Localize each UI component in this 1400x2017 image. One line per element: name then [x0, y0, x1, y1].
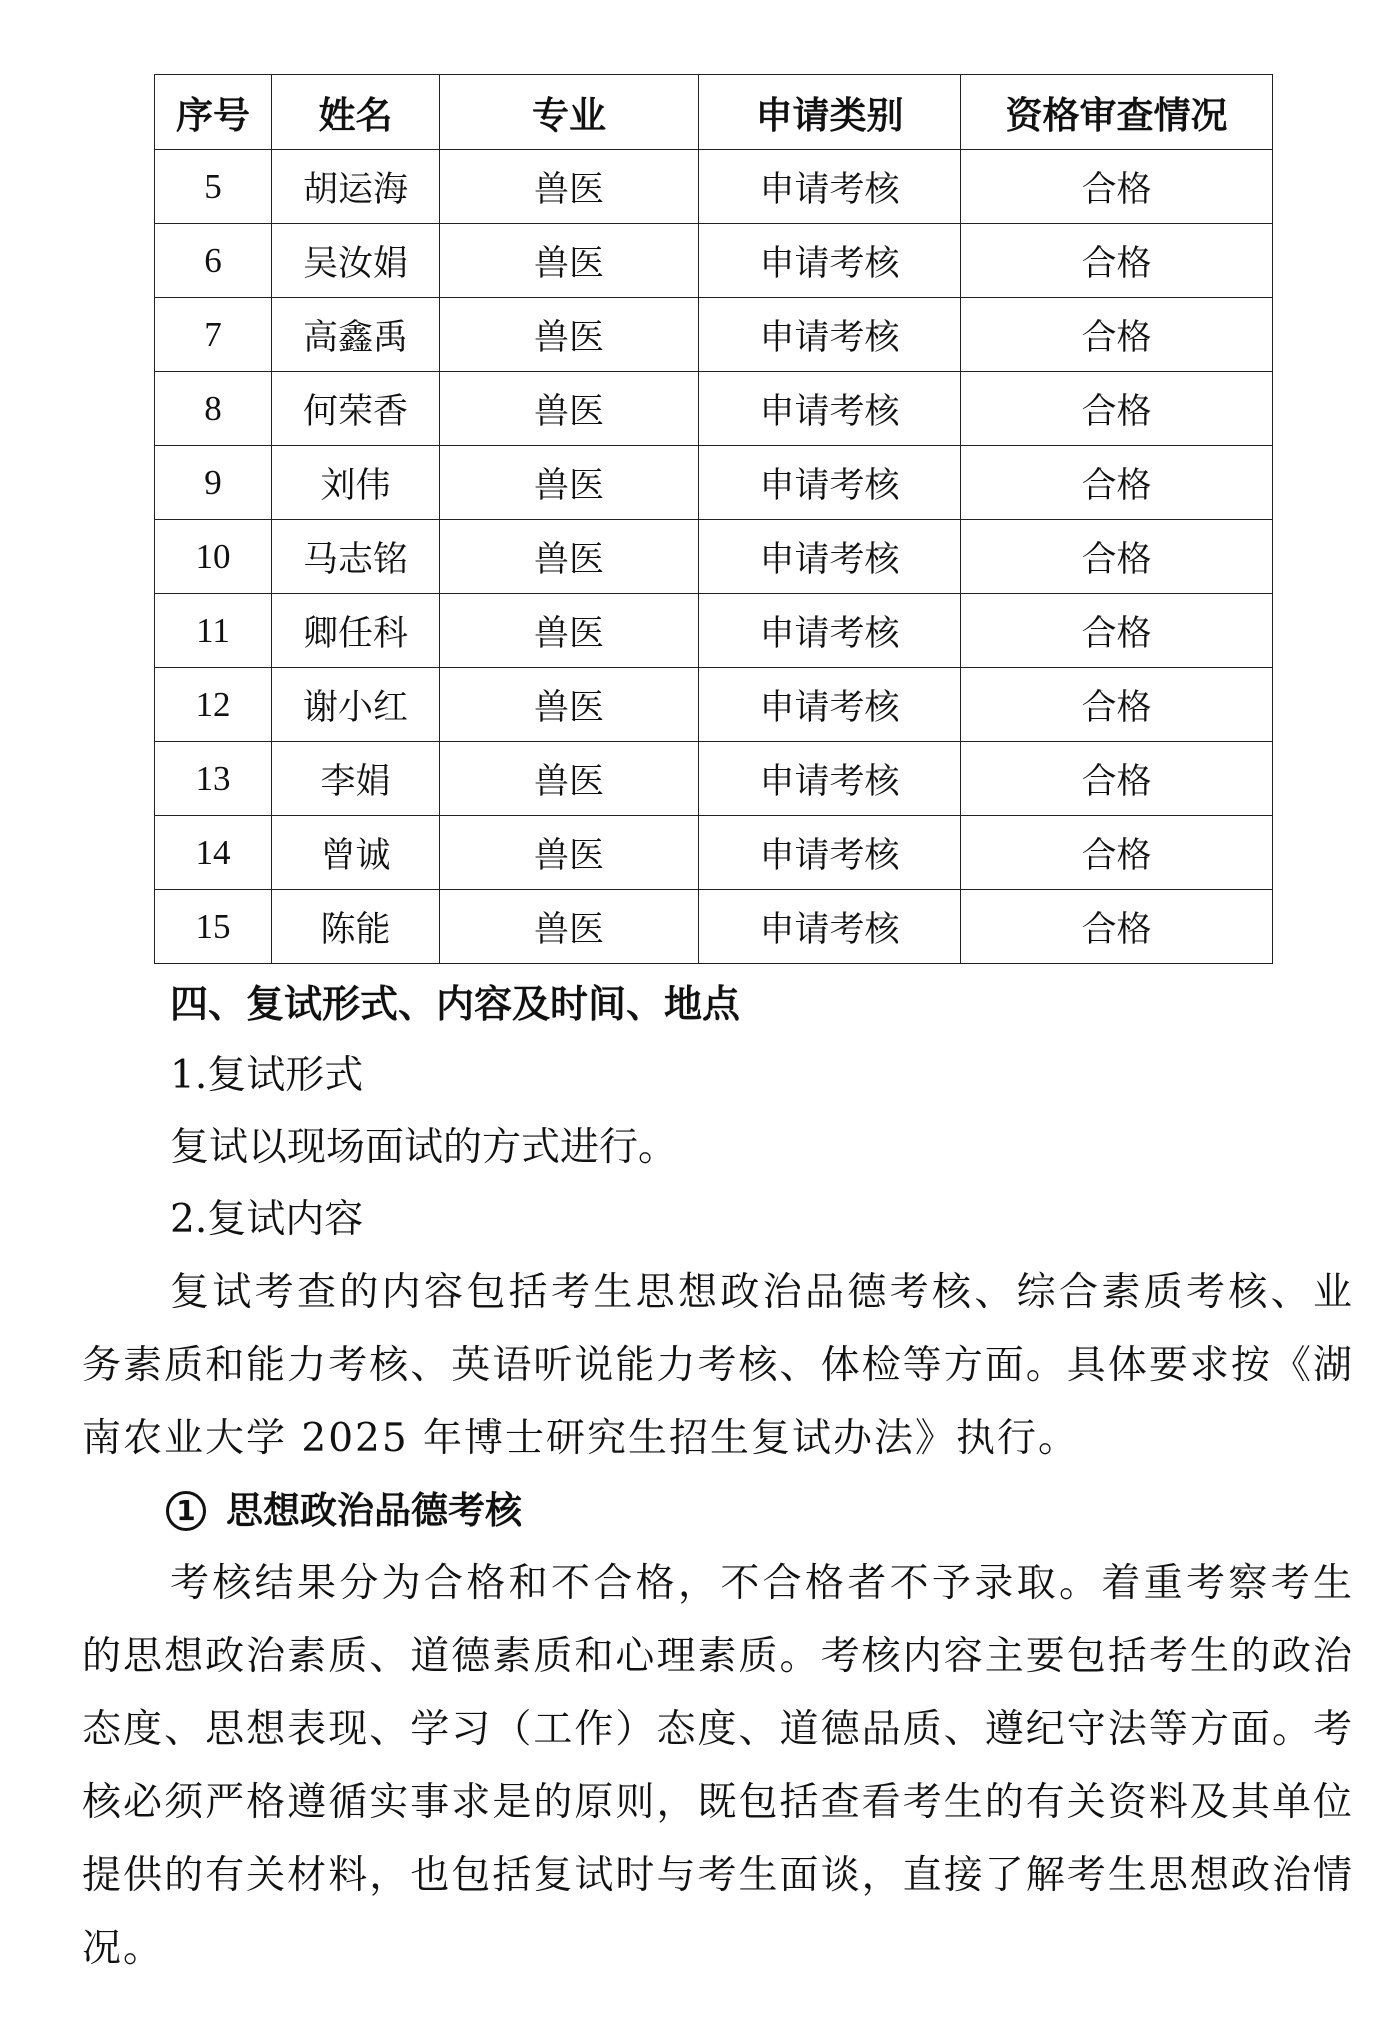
table-row — [155, 150, 1273, 224]
cell-index: 6 — [155, 224, 272, 298]
cell-category: 申请考核 — [699, 520, 961, 594]
cell-major: 兽医 — [440, 742, 699, 816]
cell-review-status: 合格 — [961, 520, 1273, 594]
cell-index: 14 — [155, 816, 272, 890]
cell-index: 8 — [155, 372, 272, 446]
cell-category: 申请考核 — [699, 372, 961, 446]
circled-number-marker: 1 — [166, 1491, 206, 1531]
subsection-title — [82, 1475, 1354, 1547]
cell-review-status: 合格 — [961, 816, 1273, 890]
cell-review-status: 合格 — [961, 890, 1273, 964]
table-row — [155, 742, 1273, 816]
cell-major: 兽医 — [440, 298, 699, 372]
cell-review-status: 合格 — [961, 446, 1273, 520]
cell-index: 5 — [155, 150, 272, 224]
cell-name: 何荣香 — [272, 372, 440, 446]
cell-major: 兽医 — [440, 446, 699, 520]
cell-index: 7 — [155, 298, 272, 372]
cell-category: 申请考核 — [699, 594, 961, 668]
cell-name: 胡运海 — [272, 150, 440, 224]
item2-title: 2.复试内容 — [170, 1197, 364, 1242]
table-row — [155, 668, 1273, 742]
cell-name: 吴汝娟 — [272, 224, 440, 298]
table-row — [155, 224, 1273, 298]
header-major: 专业 — [440, 75, 699, 150]
item1-text: 复试以现场面试的方式进行。 — [170, 1125, 678, 1170]
qualification-table — [154, 74, 1273, 964]
cell-name: 李娟 — [272, 742, 440, 816]
cell-category: 申请考核 — [699, 150, 961, 224]
table-row — [155, 594, 1273, 668]
cell-index: 10 — [155, 520, 272, 594]
cell-review-status: 合格 — [961, 150, 1273, 224]
cell-major: 兽医 — [440, 150, 699, 224]
cell-category: 申请考核 — [699, 742, 961, 816]
cell-index: 13 — [155, 742, 272, 816]
cell-review-status: 合格 — [961, 594, 1273, 668]
cell-name: 曾诚 — [272, 816, 440, 890]
cell-major: 兽医 — [440, 224, 699, 298]
cell-review-status: 合格 — [961, 668, 1273, 742]
subsection-title-text: 思想政治品德考核 — [226, 1489, 522, 1532]
cell-index: 11 — [155, 594, 272, 668]
cell-category: 申请考核 — [699, 446, 961, 520]
cell-review-status: 合格 — [961, 224, 1273, 298]
cell-name: 陈能 — [272, 890, 440, 964]
cell-index: 15 — [155, 890, 272, 964]
table-row — [155, 446, 1273, 520]
cell-review-status: 合格 — [961, 298, 1273, 372]
table-row — [155, 298, 1273, 372]
subsection-paragraph: 考核结果分为合格和不合格，不合格者不予录取。着重考察考生的思想政治素质、道德素质和心理素质。考核内容主要包括考生的政治态度、思想表现、学习（工作）态度、道德品质、遵纪守法等方面。考核必须严格遵循实事求是的原则，既包括查看考生的有关资料及其单位提供的有关材料，也包括复试时与考生面谈，直接了解考生思想政治情况。 — [82, 1561, 1354, 1971]
cell-major: 兽医 — [440, 594, 699, 668]
table-row — [155, 816, 1273, 890]
cell-review-status: 合格 — [961, 742, 1273, 816]
cell-name: 卿任科 — [272, 594, 440, 668]
cell-category: 申请考核 — [699, 668, 961, 742]
cell-category: 申请考核 — [699, 890, 961, 964]
cell-index: 12 — [155, 668, 272, 742]
cell-category: 申请考核 — [699, 816, 961, 890]
header-name: 姓名 — [272, 75, 440, 150]
table-header-row — [155, 75, 1273, 150]
cell-name: 高鑫禹 — [272, 298, 440, 372]
item2-paragraph: 复试考查的内容包括考生思想政治品德考核、综合素质考核、业务素质和能力考核、英语听说能力考核、体检等方面。具体要求按《湖南农业大学 2025 年博士研究生招生复试办法》执行。 — [82, 1270, 1354, 1461]
header-review-status: 资格审查情况 — [961, 75, 1273, 150]
item1-title: 1.复试形式 — [170, 1053, 364, 1098]
cell-category: 申请考核 — [699, 224, 961, 298]
cell-major: 兽医 — [440, 668, 699, 742]
table-row — [155, 372, 1273, 446]
cell-major: 兽医 — [440, 520, 699, 594]
header-category: 申请类别 — [699, 75, 961, 150]
cell-major: 兽医 — [440, 890, 699, 964]
table-row — [155, 520, 1273, 594]
header-index: 序号 — [155, 75, 272, 150]
section-heading: 四、复试形式、内容及时间、地点 — [170, 982, 741, 1026]
cell-name: 谢小红 — [272, 668, 440, 742]
cell-category: 申请考核 — [699, 298, 961, 372]
cell-review-status: 合格 — [961, 372, 1273, 446]
cell-name: 刘伟 — [272, 446, 440, 520]
cell-major: 兽医 — [440, 816, 699, 890]
cell-major: 兽医 — [440, 372, 699, 446]
cell-index: 9 — [155, 446, 272, 520]
table-row — [155, 890, 1273, 964]
table-body — [155, 150, 1273, 964]
cell-name: 马志铭 — [272, 520, 440, 594]
section-four — [82, 968, 1354, 1985]
